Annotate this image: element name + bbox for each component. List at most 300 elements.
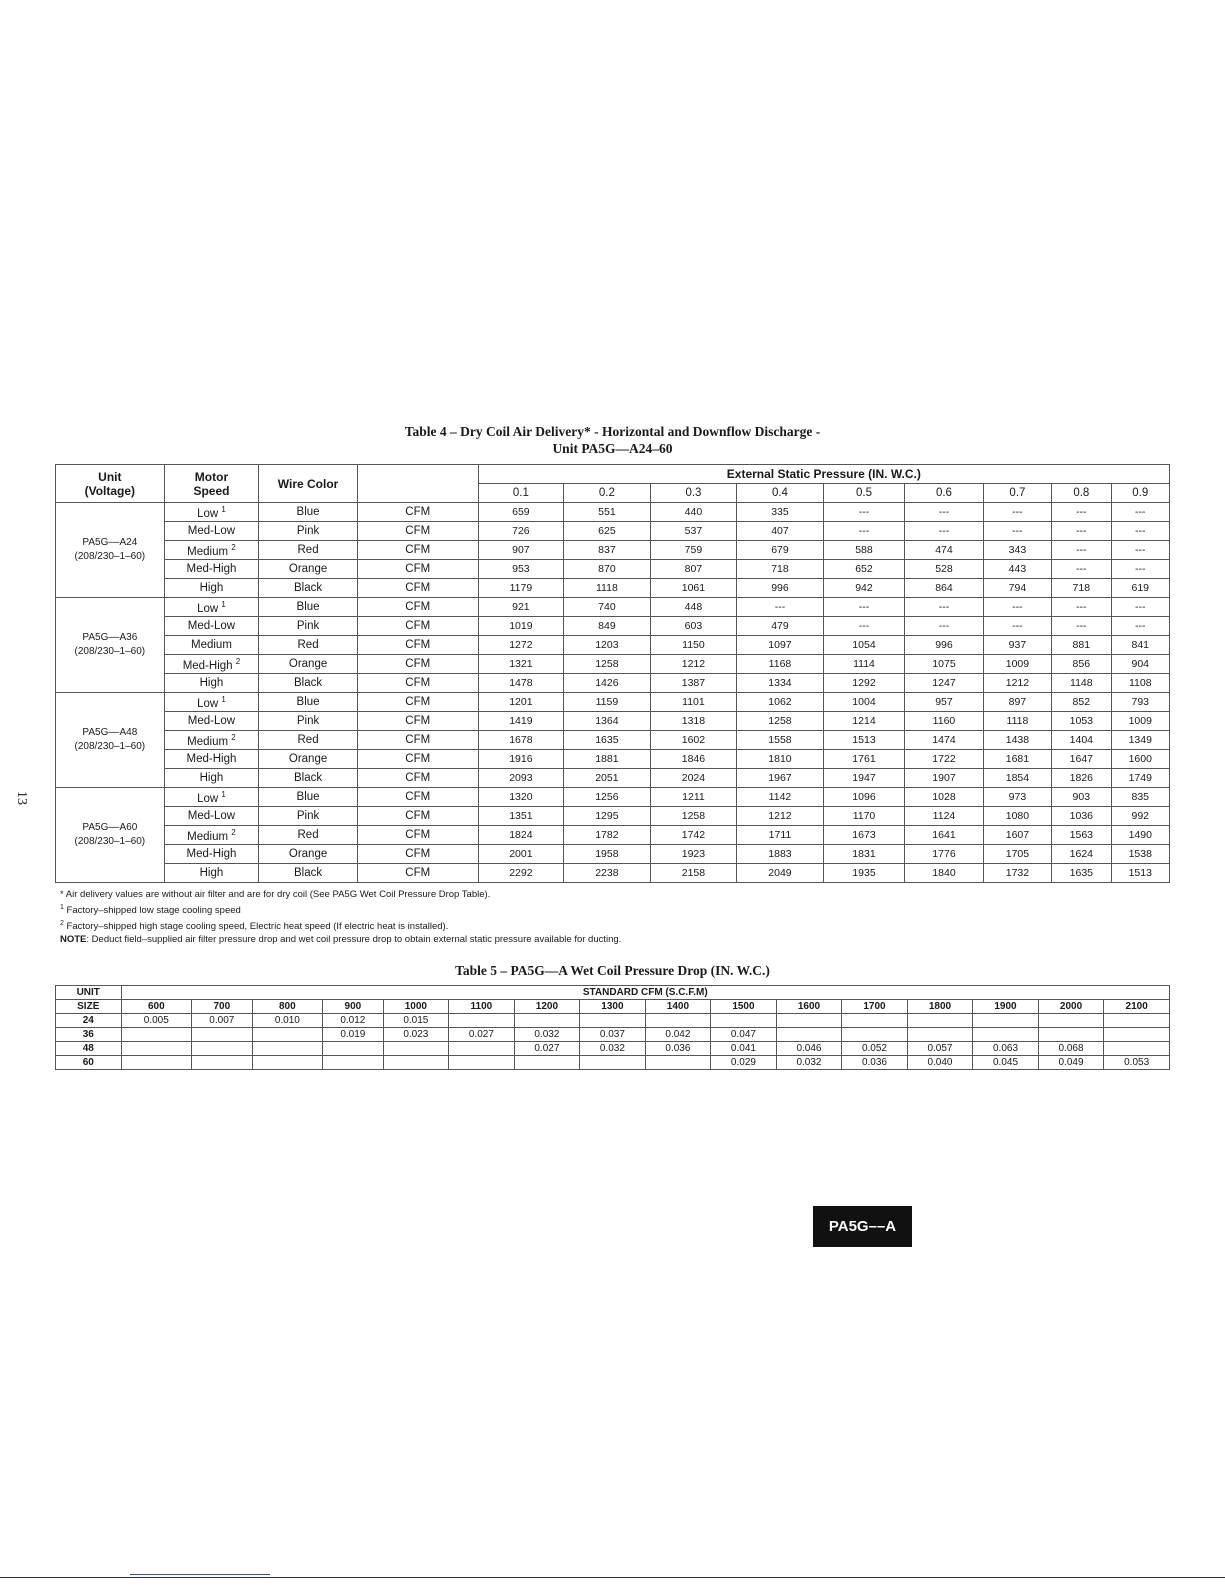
cfm-header: 1300 [580, 1000, 646, 1014]
cfm-value-cell: 852 [1052, 693, 1111, 712]
cfm-value-cell: 1558 [737, 731, 824, 750]
table-row [56, 845, 1170, 864]
cfm-value-cell: --- [1111, 560, 1170, 579]
measure-cell: CFM [357, 731, 478, 750]
unit-model: PA5G––A36 [82, 632, 138, 643]
pressure-drop-cell: 0.015 [383, 1014, 449, 1028]
note-asterisk: * Air delivery values are without air filter and are for dry coil (See PA5G Wet Coil Pressure Drop Table). [60, 889, 491, 900]
cfm-value-cell: 1211 [650, 788, 737, 807]
unit-model: PA5G––A48 [82, 727, 138, 738]
cfm-value-cell: 1160 [905, 712, 983, 731]
cfm-value-cell: 1320 [478, 788, 564, 807]
cfm-value-cell: 1673 [823, 826, 905, 845]
cfm-value-cell: 1295 [564, 807, 651, 826]
cfm-value-cell: --- [983, 617, 1051, 636]
pressure-drop-cell: 0.019 [323, 1028, 383, 1042]
cfm-value-cell: 837 [564, 541, 651, 560]
cfm-value-cell: 1019 [478, 617, 564, 636]
cfm-value-cell: 1602 [650, 731, 737, 750]
table-row [56, 636, 1170, 655]
motor-speed-cell [164, 503, 259, 522]
pressure-drop-cell [323, 1042, 383, 1056]
unit-model: PA5G––A24 [82, 537, 138, 548]
cfm-value-cell: 1478 [478, 674, 564, 693]
header-standard-cfm: STANDARD CFM (S.C.F.M) [121, 986, 1169, 1000]
cfm-value-cell: 1947 [823, 769, 905, 788]
table-row [56, 522, 1170, 541]
cfm-value-cell: 1124 [905, 807, 983, 826]
table-row [56, 807, 1170, 826]
cfm-header: 1100 [449, 1000, 515, 1014]
speed-label: Med-High [186, 753, 237, 765]
motor-speed-cell [164, 522, 259, 541]
cfm-value-cell: 2024 [650, 769, 737, 788]
pressure-drop-cell [121, 1056, 192, 1070]
cfm-value-cell: 793 [1111, 693, 1170, 712]
cfm-value-cell: 1419 [478, 712, 564, 731]
cfm-value-cell: 1062 [737, 693, 824, 712]
pressure-drop-cell [449, 1056, 515, 1070]
cfm-value-cell: 1028 [905, 788, 983, 807]
pressure-header: 0.4 [737, 484, 824, 503]
cfm-value-cell: 1004 [823, 693, 905, 712]
wire-color-cell: Red [259, 636, 358, 655]
motor-speed-cell [164, 655, 259, 674]
cfm-value-cell: 1607 [983, 826, 1051, 845]
unit-size-cell: 36 [56, 1028, 122, 1042]
speed-label: Low [197, 507, 219, 520]
pressure-drop-cell [449, 1014, 515, 1028]
speed-footnote: 2 [231, 542, 236, 552]
cfm-value-cell: 1258 [650, 807, 737, 826]
cfm-value-cell: 1351 [478, 807, 564, 826]
pressure-drop-cell [192, 1056, 252, 1070]
measure-cell: CFM [357, 788, 478, 807]
cfm-value-cell: 1782 [564, 826, 651, 845]
unit-voltage: (208/230–1–60) [74, 646, 146, 657]
pressure-drop-cell [1104, 1014, 1170, 1028]
cfm-value-cell: --- [823, 522, 905, 541]
table4-notes [60, 888, 621, 946]
cfm-value-cell: 1705 [983, 845, 1051, 864]
note-1: $^1$ Factory–shipped low stage cooling speed [60, 904, 241, 917]
cfm-value-cell: 537 [650, 522, 737, 541]
motor-speed-cell [164, 579, 259, 598]
cfm-value-cell: 479 [737, 617, 824, 636]
pressure-drop-cell [252, 1042, 323, 1056]
wire-color-cell: Red [259, 731, 358, 750]
cfm-value-cell: 1075 [905, 655, 983, 674]
pressure-drop-cell [1038, 1014, 1104, 1028]
cfm-value-cell: 1635 [1052, 864, 1111, 883]
speed-label: High [199, 772, 224, 784]
pressure-drop-cell [121, 1028, 192, 1042]
note-2: $^2$ Factory–shipped high stage cooling speed, Electric heat speed (If electric heat is installed). [60, 920, 449, 933]
pressure-drop-cell: 0.027 [514, 1042, 580, 1056]
cfm-value-cell: 2001 [478, 845, 564, 864]
cfm-value-cell: 2049 [737, 864, 824, 883]
cfm-value-cell: 1513 [1111, 864, 1170, 883]
wire-color-cell: Blue [259, 598, 358, 617]
pressure-header: 0.5 [823, 484, 905, 503]
pressure-drop-cell: 0.068 [1038, 1042, 1104, 1056]
table-row [56, 864, 1170, 883]
pressure-drop-cell [192, 1028, 252, 1042]
cfm-header: 1800 [907, 1000, 973, 1014]
table-row [56, 541, 1170, 560]
speed-label: Medium [187, 735, 229, 748]
cfm-value-cell: 659 [478, 503, 564, 522]
cfm-value-cell: 953 [478, 560, 564, 579]
table-row [56, 712, 1170, 731]
table-row [56, 674, 1170, 693]
cfm-value-cell: --- [823, 617, 905, 636]
header-size: SIZE [56, 1000, 122, 1014]
pressure-drop-cell [776, 1028, 842, 1042]
cfm-value-cell: 957 [905, 693, 983, 712]
pressure-drop-cell: 0.049 [1038, 1056, 1104, 1070]
pressure-drop-cell [1104, 1028, 1170, 1042]
cfm-header: 1400 [645, 1000, 711, 1014]
pressure-drop-cell: 0.053 [1104, 1056, 1170, 1070]
pressure-header: 0.1 [478, 484, 564, 503]
header-external-static-pressure: External Static Pressure (IN. W.C.) [478, 465, 1169, 484]
pressure-drop-cell [1104, 1042, 1170, 1056]
table-row [56, 693, 1170, 712]
cfm-value-cell: 759 [650, 541, 737, 560]
unit-cell [56, 788, 165, 883]
table-row [56, 598, 1170, 617]
cfm-value-cell: 1256 [564, 788, 651, 807]
measure-cell: CFM [357, 541, 478, 560]
table-row [56, 503, 1170, 522]
measure-cell: CFM [357, 560, 478, 579]
cfm-value-cell: 1159 [564, 693, 651, 712]
header-motor-speed: Motor Speed [164, 465, 259, 503]
wet-coil-pressure-drop-table [55, 985, 1170, 1070]
wire-color-cell: Red [259, 541, 358, 560]
pressure-drop-cell [383, 1042, 449, 1056]
cfm-value-cell: 1624 [1052, 845, 1111, 864]
cfm-value-cell: 1513 [823, 731, 905, 750]
cfm-value-cell: 1635 [564, 731, 651, 750]
pressure-drop-cell [1038, 1028, 1104, 1042]
pressure-drop-cell: 0.040 [907, 1056, 973, 1070]
cfm-value-cell: 1214 [823, 712, 905, 731]
wire-color-cell: Red [259, 826, 358, 845]
motor-speed-cell [164, 693, 259, 712]
pressure-drop-cell [121, 1042, 192, 1056]
pressure-drop-cell [252, 1028, 323, 1042]
motor-speed-cell [164, 541, 259, 560]
cfm-value-cell: 835 [1111, 788, 1170, 807]
cfm-value-cell: 1179 [478, 579, 564, 598]
page-number: 13 [14, 791, 29, 805]
cfm-value-cell: 1148 [1052, 674, 1111, 693]
cfm-value-cell: --- [823, 503, 905, 522]
unit-model: PA5G––A60 [82, 822, 138, 833]
cfm-value-cell: 1958 [564, 845, 651, 864]
cfm-value-cell: 1967 [737, 769, 824, 788]
cfm-header: 1200 [514, 1000, 580, 1014]
measure-cell: CFM [357, 617, 478, 636]
cfm-value-cell: 841 [1111, 636, 1170, 655]
motor-speed-cell [164, 788, 259, 807]
pressure-drop-cell: 0.063 [973, 1042, 1039, 1056]
cfm-value-cell: 1404 [1052, 731, 1111, 750]
cfm-value-cell: 1009 [983, 655, 1051, 674]
motor-speed-cell [164, 864, 259, 883]
pressure-drop-cell [711, 1014, 777, 1028]
cfm-value-cell: 1364 [564, 712, 651, 731]
measure-cell: CFM [357, 674, 478, 693]
cfm-value-cell: 1097 [737, 636, 824, 655]
table-row [56, 1028, 1170, 1042]
cfm-header: 1500 [711, 1000, 777, 1014]
cfm-value-cell: 1722 [905, 750, 983, 769]
cfm-value-cell: 1681 [983, 750, 1051, 769]
cfm-value-cell: 1212 [983, 674, 1051, 693]
pressure-drop-cell [973, 1014, 1039, 1028]
measure-cell: CFM [357, 769, 478, 788]
cfm-value-cell: 904 [1111, 655, 1170, 674]
cfm-value-cell: 1916 [478, 750, 564, 769]
cfm-value-cell: 1749 [1111, 769, 1170, 788]
pressure-drop-cell: 0.052 [842, 1042, 908, 1056]
cfm-value-cell: 528 [905, 560, 983, 579]
pressure-header: 0.8 [1052, 484, 1111, 503]
cfm-value-cell: --- [983, 503, 1051, 522]
pressure-drop-cell: 0.027 [449, 1028, 515, 1042]
unit-voltage: (208/230–1–60) [74, 836, 146, 847]
cfm-value-cell: 1831 [823, 845, 905, 864]
cfm-value-cell: 440 [650, 503, 737, 522]
cfm-value-cell: --- [1111, 541, 1170, 560]
cfm-header: 1000 [383, 1000, 449, 1014]
motor-speed-cell [164, 560, 259, 579]
cfm-value-cell: 1101 [650, 693, 737, 712]
speed-footnote: 2 [231, 732, 236, 742]
speed-footnote: 1 [221, 599, 226, 609]
cfm-value-cell: 1490 [1111, 826, 1170, 845]
cfm-value-cell: 679 [737, 541, 824, 560]
dry-coil-air-delivery-table [55, 464, 1170, 883]
cfm-value-cell: 1108 [1111, 674, 1170, 693]
cfm-value-cell: 856 [1052, 655, 1111, 674]
wire-color-cell: Orange [259, 750, 358, 769]
cfm-value-cell: 881 [1052, 636, 1111, 655]
measure-cell: CFM [357, 503, 478, 522]
pressure-drop-cell [645, 1014, 711, 1028]
cfm-value-cell: 1201 [478, 693, 564, 712]
cfm-value-cell: --- [1111, 503, 1170, 522]
cfm-value-cell: 726 [478, 522, 564, 541]
cfm-value-cell: 1776 [905, 845, 983, 864]
cfm-value-cell: 1114 [823, 655, 905, 674]
cfm-value-cell: --- [1111, 598, 1170, 617]
cfm-value-cell: 907 [478, 541, 564, 560]
motor-speed-cell [164, 750, 259, 769]
cfm-value-cell: --- [905, 522, 983, 541]
cfm-value-cell: 343 [983, 541, 1051, 560]
speed-label: High [199, 582, 224, 594]
cfm-value-cell: 1426 [564, 674, 651, 693]
measure-cell: CFM [357, 712, 478, 731]
cfm-value-cell: 1080 [983, 807, 1051, 826]
cfm-value-cell: 740 [564, 598, 651, 617]
cfm-value-cell: 1334 [737, 674, 824, 693]
cfm-value-cell: 1170 [823, 807, 905, 826]
pressure-drop-cell [776, 1014, 842, 1028]
cfm-value-cell: 1321 [478, 655, 564, 674]
cfm-value-cell: 807 [650, 560, 737, 579]
cfm-value-cell: 996 [905, 636, 983, 655]
cfm-value-cell: 1212 [737, 807, 824, 826]
cfm-value-cell: 1387 [650, 674, 737, 693]
cfm-value-cell: 443 [983, 560, 1051, 579]
cfm-value-cell: 335 [737, 503, 824, 522]
cfm-value-cell: 603 [650, 617, 737, 636]
table-row [56, 1014, 1170, 1028]
speed-label: High [199, 677, 224, 689]
pressure-header: 0.3 [650, 484, 737, 503]
cfm-header: 1700 [842, 1000, 908, 1014]
table4-subtitle: Unit PA5G––A24–60 [552, 441, 673, 456]
pressure-drop-cell [383, 1056, 449, 1070]
motor-speed-cell [164, 636, 259, 655]
speed-label: Med-Low [187, 810, 236, 822]
pressure-header: 0.6 [905, 484, 983, 503]
motor-speed-cell [164, 845, 259, 864]
header-wire-color: Wire Color [259, 465, 358, 503]
wire-color-cell: Pink [259, 617, 358, 636]
cfm-value-cell: 1272 [478, 636, 564, 655]
pressure-drop-cell: 0.041 [711, 1042, 777, 1056]
pressure-drop-cell [907, 1014, 973, 1028]
cfm-header: 1600 [776, 1000, 842, 1014]
cfm-value-cell: 1923 [650, 845, 737, 864]
measure-cell: CFM [357, 750, 478, 769]
pressure-drop-cell [252, 1056, 323, 1070]
cfm-header: 900 [323, 1000, 383, 1014]
cfm-value-cell: 1061 [650, 579, 737, 598]
pressure-drop-cell: 0.005 [121, 1014, 192, 1028]
pressure-drop-cell [842, 1014, 908, 1028]
cfm-value-cell: 1318 [650, 712, 737, 731]
cfm-value-cell: 1036 [1052, 807, 1111, 826]
table-row [56, 1042, 1170, 1056]
pressure-drop-cell [645, 1056, 711, 1070]
header-unit: UNIT [56, 986, 122, 1000]
cfm-value-cell: 551 [564, 503, 651, 522]
table-row [56, 731, 1170, 750]
motor-speed-cell [164, 617, 259, 636]
cfm-value-cell: --- [1111, 617, 1170, 636]
pressure-drop-cell: 0.023 [383, 1028, 449, 1042]
cfm-value-cell: --- [1052, 541, 1111, 560]
speed-footnote: 1 [221, 789, 226, 799]
cfm-value-cell: 1854 [983, 769, 1051, 788]
speed-label: Med-Low [187, 525, 236, 537]
speed-label: Medium [187, 545, 229, 558]
cfm-value-cell: 794 [983, 579, 1051, 598]
cfm-value-cell: 937 [983, 636, 1051, 655]
cfm-value-cell: --- [1052, 522, 1111, 541]
cfm-value-cell: 1907 [905, 769, 983, 788]
measure-cell: CFM [357, 807, 478, 826]
cfm-value-cell: 1641 [905, 826, 983, 845]
cfm-value-cell: 2093 [478, 769, 564, 788]
cfm-header: 2100 [1104, 1000, 1170, 1014]
cfm-value-cell: 1881 [564, 750, 651, 769]
cfm-header: 800 [252, 1000, 323, 1014]
cfm-value-cell: 1846 [650, 750, 737, 769]
table-row [56, 1056, 1170, 1070]
table-row [56, 750, 1170, 769]
speed-label: Medium [191, 639, 232, 651]
table-row [56, 560, 1170, 579]
cfm-value-cell: 942 [823, 579, 905, 598]
pressure-drop-cell: 0.047 [711, 1028, 777, 1042]
pressure-header: 0.2 [564, 484, 651, 503]
cfm-value-cell: 1292 [823, 674, 905, 693]
unit-cell [56, 693, 165, 788]
cfm-value-cell: 1118 [564, 579, 651, 598]
wire-color-cell: Orange [259, 655, 358, 674]
cfm-value-cell: --- [905, 598, 983, 617]
cfm-value-cell: --- [983, 522, 1051, 541]
unit-voltage: (208/230–1–60) [74, 741, 146, 752]
speed-footnote: 2 [235, 656, 241, 666]
cfm-header: 2000 [1038, 1000, 1104, 1014]
cfm-value-cell: 973 [983, 788, 1051, 807]
speed-label: High [199, 867, 224, 879]
speed-label: Med-High [182, 659, 233, 672]
cfm-value-cell: 1212 [650, 655, 737, 674]
cfm-value-cell: 921 [478, 598, 564, 617]
pressure-drop-cell [973, 1028, 1039, 1042]
speed-label: Med-High [186, 563, 237, 575]
unit-size-cell: 24 [56, 1014, 122, 1028]
wire-color-cell: Orange [259, 560, 358, 579]
table-row [56, 788, 1170, 807]
pressure-drop-cell: 0.037 [580, 1028, 646, 1042]
speed-label: Low [197, 602, 219, 615]
footer-rule [0, 1577, 1225, 1578]
cfm-value-cell: 718 [737, 560, 824, 579]
pressure-drop-cell [842, 1028, 908, 1042]
header-blank [357, 465, 478, 503]
measure-cell: CFM [357, 864, 478, 883]
pressure-drop-cell: 0.007 [192, 1014, 252, 1028]
speed-label: Medium [187, 830, 229, 843]
pressure-drop-cell [580, 1014, 646, 1028]
cfm-value-cell: 1810 [737, 750, 824, 769]
cfm-value-cell: 1168 [737, 655, 824, 674]
cfm-value-cell: 1826 [1052, 769, 1111, 788]
wire-color-cell: Black [259, 579, 358, 598]
cfm-value-cell: 1258 [737, 712, 824, 731]
measure-cell: CFM [357, 826, 478, 845]
wire-color-cell: Blue [259, 503, 358, 522]
cfm-value-cell: 1474 [905, 731, 983, 750]
cfm-value-cell: 1824 [478, 826, 564, 845]
cfm-value-cell: 1563 [1052, 826, 1111, 845]
cfm-value-cell: 1538 [1111, 845, 1170, 864]
motor-speed-cell [164, 712, 259, 731]
cfm-value-cell: 1150 [650, 636, 737, 655]
cfm-value-cell: 1883 [737, 845, 824, 864]
